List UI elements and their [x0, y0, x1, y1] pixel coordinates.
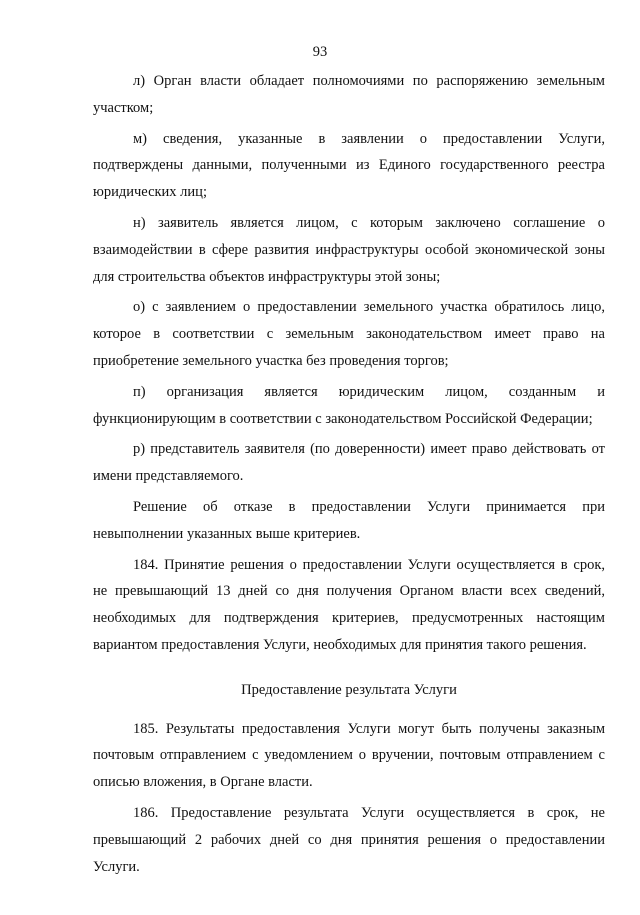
clause-184: 184. Принятие решения о предоставлении Услуги осуществляется в срок, не превышающий 13 дней со дня получения Органом власти всех сведений, необходимых для подтверждения критериев, предусмотренных настоящим вариантом предоставления Услуги, необходимых для принятия такого решения.: [93, 556, 605, 653]
criterion-p: п) организация является юридическим лицом, созданным и функционирующим в соответствии с законодательством Российской Федерации;: [93, 383, 605, 427]
refusal-paragraph: Решение об отказе в предоставлении Услуги принимается при невыполнении указанных выше критериев.: [93, 498, 605, 542]
criterion-n: н) заявитель является лицом, с которым заключено соглашение о взаимодействии в сфере развития инфраструктуры особой экономической зоны для строительства объектов инфраструктуры этой зоны;: [93, 214, 605, 285]
criterion-o: о) с заявлением о предоставлении земельного участка обратилось лицо, которое в соответствии с земельным законодательством имеет право на приобретение земельного участка без проведения торгов;: [93, 299, 605, 369]
criterion-l: л) Орган власти обладает полномочиями по распоряжению земельным участком;: [93, 73, 605, 116]
section-heading: Предоставление результата Услуги: [241, 681, 457, 698]
page-number: 93: [312, 44, 328, 60]
document-body: [93, 68, 605, 880]
criterion-m: м) сведения, указанные в заявлении о предоставлении Услуги, подтверждены данными, полученными из Единого государственного реестра юридических лиц;: [93, 130, 605, 201]
clause-186: 186. Предоставление результата Услуги осуществляется в срок, не превышающий 2 рабочих дней со дня принятия решения о предоставлении Услуги.: [93, 804, 605, 875]
criterion-r: р) представитель заявителя (по доверенности) имеет право действовать от имени представляемого.: [93, 441, 605, 485]
clause-185: 185. Результаты предоставления Услуги могут быть получены заказным почтовым отправлением с уведомлением о вручении, почтовым отправлением с описью вложения, в Органе власти.: [93, 720, 605, 791]
